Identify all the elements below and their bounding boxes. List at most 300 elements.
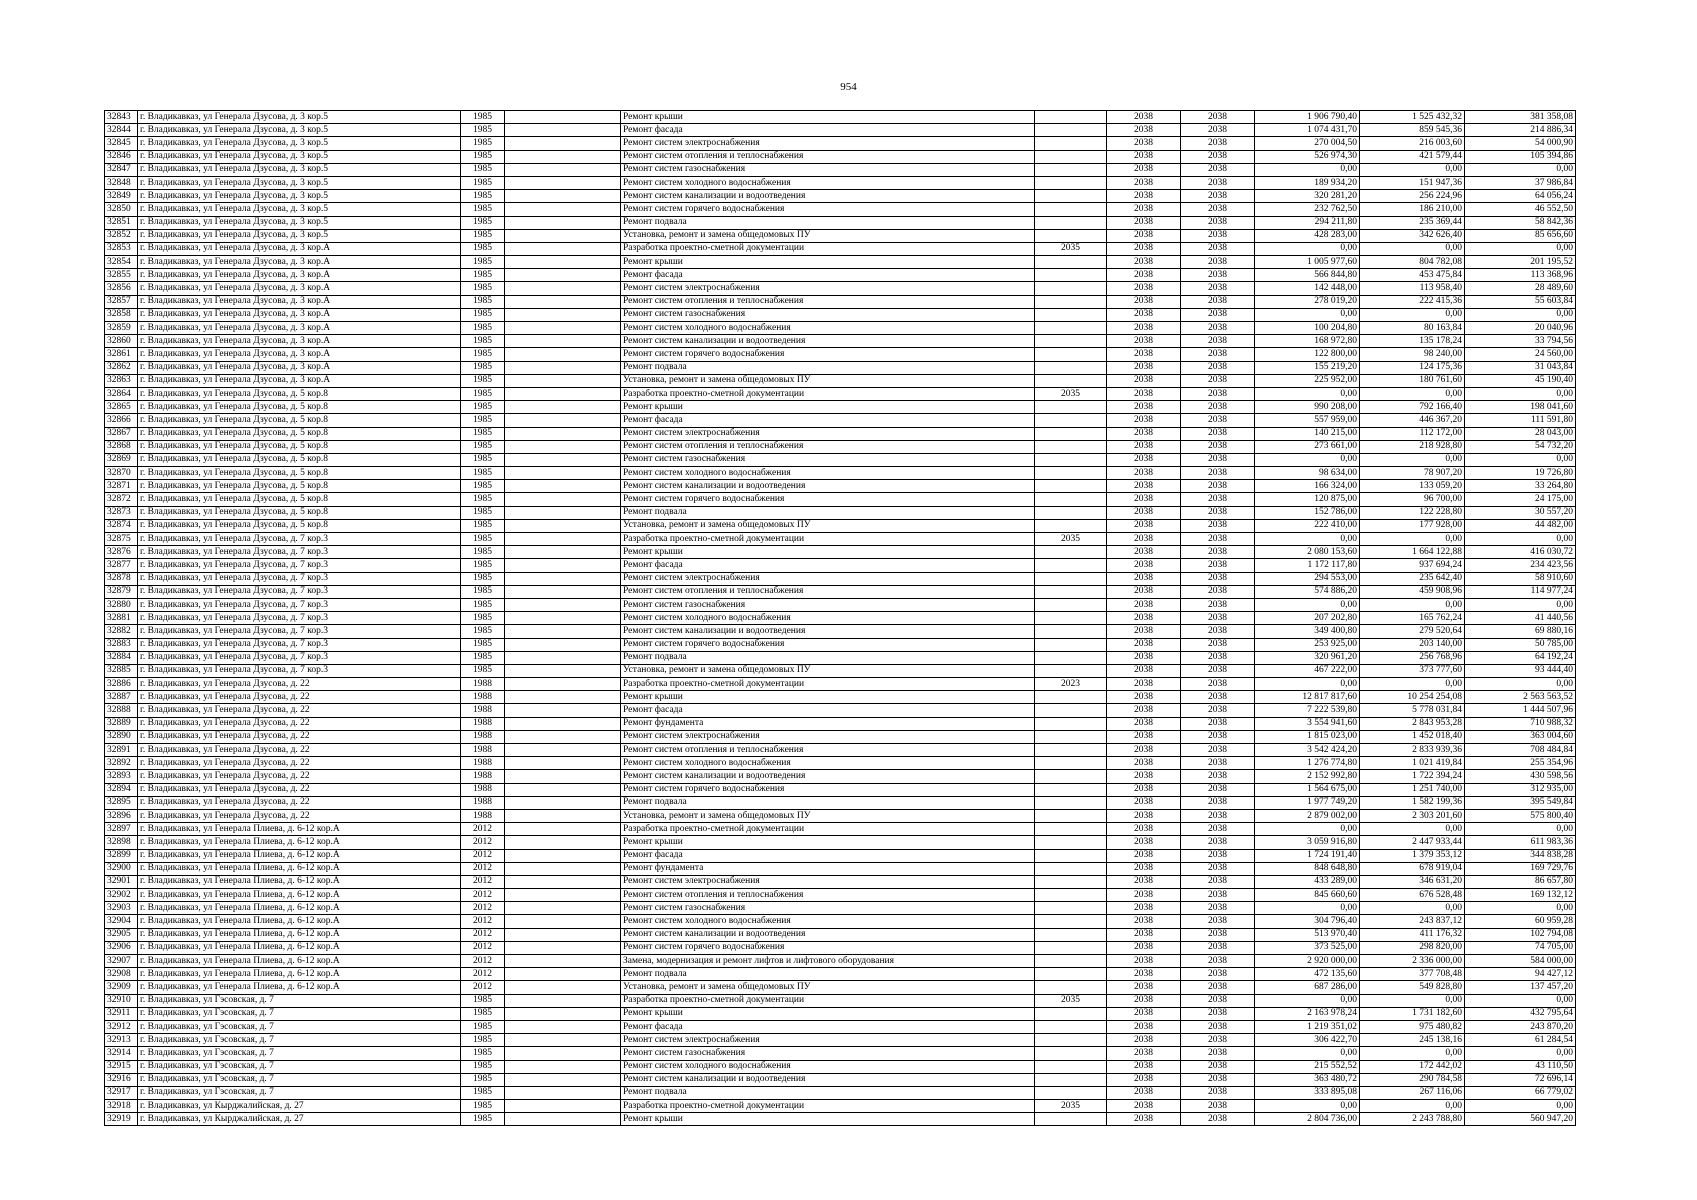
end-year-cell: 2038 <box>1181 875 1255 888</box>
address-cell: г. Владикавказ, ул Генерала Дзусова, д. 7 кор.3 <box>138 598 461 611</box>
start-year-cell: 2038 <box>1107 757 1181 770</box>
fund-cost-cell: 216 003,60 <box>1360 137 1465 150</box>
row-number-cell: 32908 <box>105 968 138 981</box>
plan-year-cell <box>1035 348 1107 361</box>
row-number-cell: 32916 <box>105 1073 138 1086</box>
total-cost-cell: 120 875,00 <box>1255 493 1360 506</box>
owner-cost-cell: 0,00 <box>1465 242 1576 255</box>
empty-cell-cell <box>505 757 621 770</box>
owner-cost-cell: 0,00 <box>1465 994 1576 1007</box>
empty-cell-cell <box>505 994 621 1007</box>
empty-cell-cell <box>505 928 621 941</box>
owner-cost-cell: 58 842,36 <box>1465 216 1576 229</box>
repair-register-table <box>104 110 1576 1126</box>
end-year-cell: 2038 <box>1181 955 1255 968</box>
start-year-cell: 2038 <box>1107 111 1181 124</box>
owner-cost-cell: 560 947,20 <box>1465 1113 1576 1126</box>
empty-cell-cell <box>505 968 621 981</box>
start-year-cell: 2038 <box>1107 322 1181 335</box>
empty-cell-cell <box>505 664 621 677</box>
fund-cost-cell: 243 837,12 <box>1360 915 1465 928</box>
fund-cost-cell: 0,00 <box>1360 902 1465 915</box>
empty-cell-cell <box>505 493 621 506</box>
row-number-cell: 32896 <box>105 809 138 822</box>
owner-cost-cell: 19 726,80 <box>1465 467 1576 480</box>
end-year-cell: 2038 <box>1181 176 1255 189</box>
plan-year-cell <box>1035 585 1107 598</box>
build-year-cell: 1985 <box>461 994 505 1007</box>
owner-cost-cell: 584 000,00 <box>1465 955 1576 968</box>
plan-year-cell <box>1035 955 1107 968</box>
plan-year-cell <box>1035 1007 1107 1020</box>
end-year-cell: 2038 <box>1181 229 1255 242</box>
total-cost-cell: 526 974,30 <box>1255 150 1360 163</box>
work-type-cell: Ремонт систем горячего водоснабжения <box>621 493 1035 506</box>
table-row <box>105 295 1576 308</box>
row-number-cell: 32911 <box>105 1007 138 1020</box>
empty-cell-cell <box>505 361 621 374</box>
build-year-cell: 1985 <box>461 1034 505 1047</box>
total-cost-cell: 0,00 <box>1255 163 1360 176</box>
total-cost-cell: 557 959,00 <box>1255 414 1360 427</box>
address-cell: г. Владикавказ, ул Генерала Плиева, д. 6-12 кор.А <box>138 902 461 915</box>
end-year-cell: 2038 <box>1181 559 1255 572</box>
empty-cell-cell <box>505 506 621 519</box>
end-year-cell: 2038 <box>1181 335 1255 348</box>
table-row <box>105 783 1576 796</box>
owner-cost-cell: 243 870,20 <box>1465 1020 1576 1033</box>
empty-cell-cell <box>505 269 621 282</box>
owner-cost-cell: 0,00 <box>1465 387 1576 400</box>
table-row <box>105 915 1576 928</box>
empty-cell-cell <box>505 1100 621 1113</box>
fund-cost-cell: 2 843 953,28 <box>1360 717 1465 730</box>
fund-cost-cell: 1 452 018,40 <box>1360 730 1465 743</box>
fund-cost-cell: 0,00 <box>1360 242 1465 255</box>
start-year-cell: 2038 <box>1107 150 1181 163</box>
start-year-cell: 2038 <box>1107 1060 1181 1073</box>
row-number-cell: 32917 <box>105 1086 138 1099</box>
address-cell: г. Владикавказ, ул Генерала Дзусова, д. 5 кор.8 <box>138 506 461 519</box>
total-cost-cell: 122 800,00 <box>1255 348 1360 361</box>
address-cell: г. Владикавказ, ул Гэсовская, д. 7 <box>138 1020 461 1033</box>
work-type-cell: Ремонт крыши <box>621 111 1035 124</box>
start-year-cell: 2038 <box>1107 216 1181 229</box>
total-cost-cell: 2 163 978,24 <box>1255 1007 1360 1020</box>
plan-year-cell <box>1035 1034 1107 1047</box>
address-cell: г. Владикавказ, ул Генерала Дзусова, д. 7 кор.3 <box>138 612 461 625</box>
address-cell: г. Владикавказ, ул Генерала Дзусова, д. 7 кор.3 <box>138 585 461 598</box>
work-type-cell: Ремонт крыши <box>621 1007 1035 1020</box>
owner-cost-cell: 0,00 <box>1465 163 1576 176</box>
build-year-cell: 1985 <box>461 308 505 321</box>
table-row <box>105 533 1576 546</box>
work-type-cell: Ремонт систем электроснабжения <box>621 875 1035 888</box>
empty-cell-cell <box>505 203 621 216</box>
work-type-cell: Ремонт систем горячего водоснабжения <box>621 203 1035 216</box>
end-year-cell: 2038 <box>1181 374 1255 387</box>
empty-cell-cell <box>505 440 621 453</box>
start-year-cell: 2038 <box>1107 612 1181 625</box>
total-cost-cell: 2 920 000,00 <box>1255 955 1360 968</box>
owner-cost-cell: 416 030,72 <box>1465 546 1576 559</box>
address-cell: г. Владикавказ, ул Генерала Дзусова, д. 3 кор.А <box>138 322 461 335</box>
table-row <box>105 744 1576 757</box>
table-row <box>105 467 1576 480</box>
build-year-cell: 1985 <box>461 1020 505 1033</box>
table-row <box>105 493 1576 506</box>
fund-cost-cell: 2 447 933,44 <box>1360 836 1465 849</box>
work-type-cell: Разработка проектно-сметной документации <box>621 1100 1035 1113</box>
plan-year-cell: 2035 <box>1035 242 1107 255</box>
row-number-cell: 32901 <box>105 875 138 888</box>
end-year-cell: 2038 <box>1181 598 1255 611</box>
fund-cost-cell: 218 928,80 <box>1360 440 1465 453</box>
plan-year-cell <box>1035 453 1107 466</box>
table-row <box>105 137 1576 150</box>
start-year-cell: 2038 <box>1107 889 1181 902</box>
build-year-cell: 1985 <box>461 190 505 203</box>
build-year-cell: 1985 <box>461 519 505 532</box>
row-number-cell: 32893 <box>105 770 138 783</box>
total-cost-cell: 2 152 992,80 <box>1255 770 1360 783</box>
total-cost-cell: 990 208,00 <box>1255 401 1360 414</box>
end-year-cell: 2038 <box>1181 849 1255 862</box>
row-number-cell: 32897 <box>105 823 138 836</box>
end-year-cell: 2038 <box>1181 823 1255 836</box>
row-number-cell: 32875 <box>105 533 138 546</box>
start-year-cell: 2038 <box>1107 480 1181 493</box>
start-year-cell: 2038 <box>1107 585 1181 598</box>
build-year-cell: 1988 <box>461 691 505 704</box>
row-number-cell: 32914 <box>105 1047 138 1060</box>
work-type-cell: Ремонт систем газоснабжения <box>621 308 1035 321</box>
end-year-cell: 2038 <box>1181 862 1255 875</box>
table-row <box>105 572 1576 585</box>
plan-year-cell <box>1035 664 1107 677</box>
owner-cost-cell: 169 132,12 <box>1465 889 1576 902</box>
end-year-cell: 2038 <box>1181 783 1255 796</box>
total-cost-cell: 294 211,80 <box>1255 216 1360 229</box>
empty-cell-cell <box>505 190 621 203</box>
fund-cost-cell: 1 722 394,24 <box>1360 770 1465 783</box>
start-year-cell: 2038 <box>1107 269 1181 282</box>
table-row <box>105 638 1576 651</box>
total-cost-cell: 222 410,00 <box>1255 519 1360 532</box>
fund-cost-cell: 290 784,58 <box>1360 1073 1465 1086</box>
total-cost-cell: 155 219,20 <box>1255 361 1360 374</box>
owner-cost-cell: 102 794,08 <box>1465 928 1576 941</box>
table-row <box>105 242 1576 255</box>
end-year-cell: 2038 <box>1181 137 1255 150</box>
start-year-cell: 2038 <box>1107 1020 1181 1033</box>
empty-cell-cell <box>505 216 621 229</box>
plan-year-cell <box>1035 651 1107 664</box>
address-cell: г. Владикавказ, ул Генерала Плиева, д. 6-12 кор.А <box>138 836 461 849</box>
empty-cell-cell <box>505 744 621 757</box>
work-type-cell: Ремонт систем электроснабжения <box>621 137 1035 150</box>
row-number-cell: 32863 <box>105 374 138 387</box>
fund-cost-cell: 2 303 201,60 <box>1360 809 1465 822</box>
empty-cell-cell <box>505 598 621 611</box>
end-year-cell: 2038 <box>1181 796 1255 809</box>
fund-cost-cell: 98 240,00 <box>1360 348 1465 361</box>
fund-cost-cell: 256 768,96 <box>1360 651 1465 664</box>
end-year-cell: 2038 <box>1181 203 1255 216</box>
start-year-cell: 2038 <box>1107 295 1181 308</box>
owner-cost-cell: 54 000,90 <box>1465 137 1576 150</box>
fund-cost-cell: 1 251 740,00 <box>1360 783 1465 796</box>
row-number-cell: 32848 <box>105 176 138 189</box>
plan-year-cell: 2023 <box>1035 678 1107 691</box>
table-row <box>105 546 1576 559</box>
work-type-cell: Ремонт подвала <box>621 968 1035 981</box>
address-cell: г. Владикавказ, ул Генерала Дзусова, д. 5 кор.8 <box>138 414 461 427</box>
row-number-cell: 32898 <box>105 836 138 849</box>
end-year-cell: 2038 <box>1181 546 1255 559</box>
total-cost-cell: 0,00 <box>1255 533 1360 546</box>
total-cost-cell: 278 019,20 <box>1255 295 1360 308</box>
row-number-cell: 32874 <box>105 519 138 532</box>
address-cell: г. Владикавказ, ул Генерала Дзусова, д. 3 кор.5 <box>138 203 461 216</box>
plan-year-cell <box>1035 480 1107 493</box>
total-cost-cell: 0,00 <box>1255 678 1360 691</box>
address-cell: г. Владикавказ, ул Генерала Дзусова, д. 5 кор.8 <box>138 467 461 480</box>
empty-cell-cell <box>505 387 621 400</box>
work-type-cell: Ремонт крыши <box>621 546 1035 559</box>
owner-cost-cell: 395 549,84 <box>1465 796 1576 809</box>
owner-cost-cell: 198 041,60 <box>1465 401 1576 414</box>
work-type-cell: Ремонт крыши <box>621 256 1035 269</box>
start-year-cell: 2038 <box>1107 467 1181 480</box>
work-type-cell: Ремонт фасада <box>621 414 1035 427</box>
row-number-cell: 32886 <box>105 678 138 691</box>
owner-cost-cell: 46 552,50 <box>1465 203 1576 216</box>
build-year-cell: 1985 <box>461 1113 505 1126</box>
plan-year-cell <box>1035 757 1107 770</box>
start-year-cell: 2038 <box>1107 1047 1181 1060</box>
address-cell: г. Владикавказ, ул Гэсовская, д. 7 <box>138 1034 461 1047</box>
build-year-cell: 2012 <box>461 823 505 836</box>
plan-year-cell <box>1035 1086 1107 1099</box>
fund-cost-cell: 186 210,00 <box>1360 203 1465 216</box>
total-cost-cell: 207 202,80 <box>1255 612 1360 625</box>
row-number-cell: 32843 <box>105 111 138 124</box>
empty-cell-cell <box>505 414 621 427</box>
work-type-cell: Ремонт систем газоснабжения <box>621 902 1035 915</box>
start-year-cell: 2038 <box>1107 163 1181 176</box>
build-year-cell: 1985 <box>461 467 505 480</box>
address-cell: г. Владикавказ, ул Генерала Дзусова, д. 3 кор.А <box>138 361 461 374</box>
end-year-cell: 2038 <box>1181 941 1255 954</box>
empty-cell-cell <box>505 1047 621 1060</box>
work-type-cell: Разработка проектно-сметной документации <box>621 994 1035 1007</box>
plan-year-cell <box>1035 111 1107 124</box>
total-cost-cell: 1 724 191,40 <box>1255 849 1360 862</box>
owner-cost-cell: 312 935,00 <box>1465 783 1576 796</box>
start-year-cell: 2038 <box>1107 664 1181 677</box>
build-year-cell: 1985 <box>461 414 505 427</box>
empty-cell-cell <box>505 467 621 480</box>
start-year-cell: 2038 <box>1107 717 1181 730</box>
empty-cell-cell <box>505 1007 621 1020</box>
fund-cost-cell: 549 828,80 <box>1360 981 1465 994</box>
table-row <box>105 889 1576 902</box>
total-cost-cell: 100 204,80 <box>1255 322 1360 335</box>
end-year-cell: 2038 <box>1181 572 1255 585</box>
start-year-cell: 2038 <box>1107 678 1181 691</box>
fund-cost-cell: 5 778 031,84 <box>1360 704 1465 717</box>
start-year-cell: 2038 <box>1107 440 1181 453</box>
build-year-cell: 1985 <box>461 638 505 651</box>
plan-year-cell <box>1035 875 1107 888</box>
start-year-cell: 2038 <box>1107 955 1181 968</box>
fund-cost-cell: 177 928,00 <box>1360 519 1465 532</box>
owner-cost-cell: 31 043,84 <box>1465 361 1576 374</box>
owner-cost-cell: 0,00 <box>1465 678 1576 691</box>
owner-cost-cell: 50 785,00 <box>1465 638 1576 651</box>
empty-cell-cell <box>505 124 621 137</box>
fund-cost-cell: 0,00 <box>1360 598 1465 611</box>
build-year-cell: 1985 <box>461 137 505 150</box>
plan-year-cell <box>1035 295 1107 308</box>
work-type-cell: Ремонт крыши <box>621 691 1035 704</box>
table-row <box>105 480 1576 493</box>
empty-cell-cell <box>505 875 621 888</box>
build-year-cell: 1985 <box>461 1100 505 1113</box>
plan-year-cell <box>1035 612 1107 625</box>
owner-cost-cell: 93 444,40 <box>1465 664 1576 677</box>
end-year-cell: 2038 <box>1181 1086 1255 1099</box>
start-year-cell: 2038 <box>1107 875 1181 888</box>
work-type-cell: Установка, ремонт и замена общедомовых ПУ <box>621 664 1035 677</box>
address-cell: г. Владикавказ, ул Генерала Дзусова, д. 3 кор.А <box>138 295 461 308</box>
build-year-cell: 1985 <box>461 163 505 176</box>
work-type-cell: Разработка проектно-сметной документации <box>621 678 1035 691</box>
fund-cost-cell: 80 163,84 <box>1360 322 1465 335</box>
plan-year-cell <box>1035 717 1107 730</box>
end-year-cell: 2038 <box>1181 717 1255 730</box>
total-cost-cell: 574 886,20 <box>1255 585 1360 598</box>
end-year-cell: 2038 <box>1181 1034 1255 1047</box>
start-year-cell: 2038 <box>1107 744 1181 757</box>
fund-cost-cell: 1 379 353,12 <box>1360 849 1465 862</box>
owner-cost-cell: 201 195,52 <box>1465 256 1576 269</box>
address-cell: г. Владикавказ, ул Генерала Дзусова, д. 3 кор.А <box>138 269 461 282</box>
row-number-cell: 32902 <box>105 889 138 902</box>
total-cost-cell: 12 817 817,60 <box>1255 691 1360 704</box>
total-cost-cell: 270 004,50 <box>1255 137 1360 150</box>
plan-year-cell <box>1035 137 1107 150</box>
end-year-cell: 2038 <box>1181 730 1255 743</box>
row-number-cell: 32877 <box>105 559 138 572</box>
end-year-cell: 2038 <box>1181 1073 1255 1086</box>
end-year-cell: 2038 <box>1181 625 1255 638</box>
work-type-cell: Ремонт фасада <box>621 269 1035 282</box>
table-row <box>105 427 1576 440</box>
fund-cost-cell: 10 254 254,08 <box>1360 691 1465 704</box>
table-row <box>105 506 1576 519</box>
empty-cell-cell <box>505 427 621 440</box>
table-row <box>105 664 1576 677</box>
row-number-cell: 32910 <box>105 994 138 1007</box>
work-type-cell: Ремонт систем холодного водоснабжения <box>621 322 1035 335</box>
table-row <box>105 1034 1576 1047</box>
table-row <box>105 981 1576 994</box>
table-row <box>105 836 1576 849</box>
start-year-cell: 2038 <box>1107 915 1181 928</box>
address-cell: г. Владикавказ, ул Генерала Дзусова, д. 22 <box>138 704 461 717</box>
work-type-cell: Ремонт систем холодного водоснабжения <box>621 176 1035 189</box>
row-number-cell: 32885 <box>105 664 138 677</box>
empty-cell-cell <box>505 1020 621 1033</box>
work-type-cell: Ремонт систем холодного водоснабжения <box>621 467 1035 480</box>
plan-year-cell <box>1035 216 1107 229</box>
empty-cell-cell <box>505 1086 621 1099</box>
table-row <box>105 968 1576 981</box>
build-year-cell: 1985 <box>461 1047 505 1060</box>
start-year-cell: 2038 <box>1107 770 1181 783</box>
owner-cost-cell: 0,00 <box>1465 453 1576 466</box>
end-year-cell: 2038 <box>1181 427 1255 440</box>
row-number-cell: 32865 <box>105 401 138 414</box>
owner-cost-cell: 234 423,56 <box>1465 559 1576 572</box>
fund-cost-cell: 267 116,06 <box>1360 1086 1465 1099</box>
fund-cost-cell: 0,00 <box>1360 823 1465 836</box>
total-cost-cell: 232 762,50 <box>1255 203 1360 216</box>
start-year-cell: 2038 <box>1107 190 1181 203</box>
table-row <box>105 322 1576 335</box>
build-year-cell: 1988 <box>461 678 505 691</box>
row-number-cell: 32856 <box>105 282 138 295</box>
start-year-cell: 2038 <box>1107 374 1181 387</box>
fund-cost-cell: 96 700,00 <box>1360 493 1465 506</box>
fund-cost-cell: 256 224,96 <box>1360 190 1465 203</box>
fund-cost-cell: 135 178,24 <box>1360 335 1465 348</box>
address-cell: г. Владикавказ, ул Генерала Дзусова, д. 3 кор.А <box>138 348 461 361</box>
build-year-cell: 2012 <box>461 981 505 994</box>
work-type-cell: Ремонт фасада <box>621 124 1035 137</box>
address-cell: г. Владикавказ, ул Генерала Дзусова, д. 7 кор.3 <box>138 572 461 585</box>
table-row <box>105 1100 1576 1113</box>
fund-cost-cell: 0,00 <box>1360 1047 1465 1060</box>
total-cost-cell: 0,00 <box>1255 242 1360 255</box>
end-year-cell: 2038 <box>1181 585 1255 598</box>
plan-year-cell <box>1035 1113 1107 1126</box>
build-year-cell: 1985 <box>461 664 505 677</box>
start-year-cell: 2038 <box>1107 862 1181 875</box>
row-number-cell: 32881 <box>105 612 138 625</box>
total-cost-cell: 294 553,00 <box>1255 572 1360 585</box>
fund-cost-cell: 346 631,20 <box>1360 875 1465 888</box>
build-year-cell: 1985 <box>461 401 505 414</box>
row-number-cell: 32876 <box>105 546 138 559</box>
fund-cost-cell: 235 642,40 <box>1360 572 1465 585</box>
build-year-cell: 2012 <box>461 902 505 915</box>
end-year-cell: 2038 <box>1181 533 1255 546</box>
end-year-cell: 2038 <box>1181 216 1255 229</box>
empty-cell-cell <box>505 559 621 572</box>
start-year-cell: 2038 <box>1107 493 1181 506</box>
owner-cost-cell: 66 779,02 <box>1465 1086 1576 1099</box>
fund-cost-cell: 421 579,44 <box>1360 150 1465 163</box>
plan-year-cell <box>1035 638 1107 651</box>
row-number-cell: 32890 <box>105 730 138 743</box>
address-cell: г. Владикавказ, ул Генерала Дзусова, д. 22 <box>138 730 461 743</box>
total-cost-cell: 1 219 351,02 <box>1255 1020 1360 1033</box>
row-number-cell: 32904 <box>105 915 138 928</box>
row-number-cell: 32887 <box>105 691 138 704</box>
